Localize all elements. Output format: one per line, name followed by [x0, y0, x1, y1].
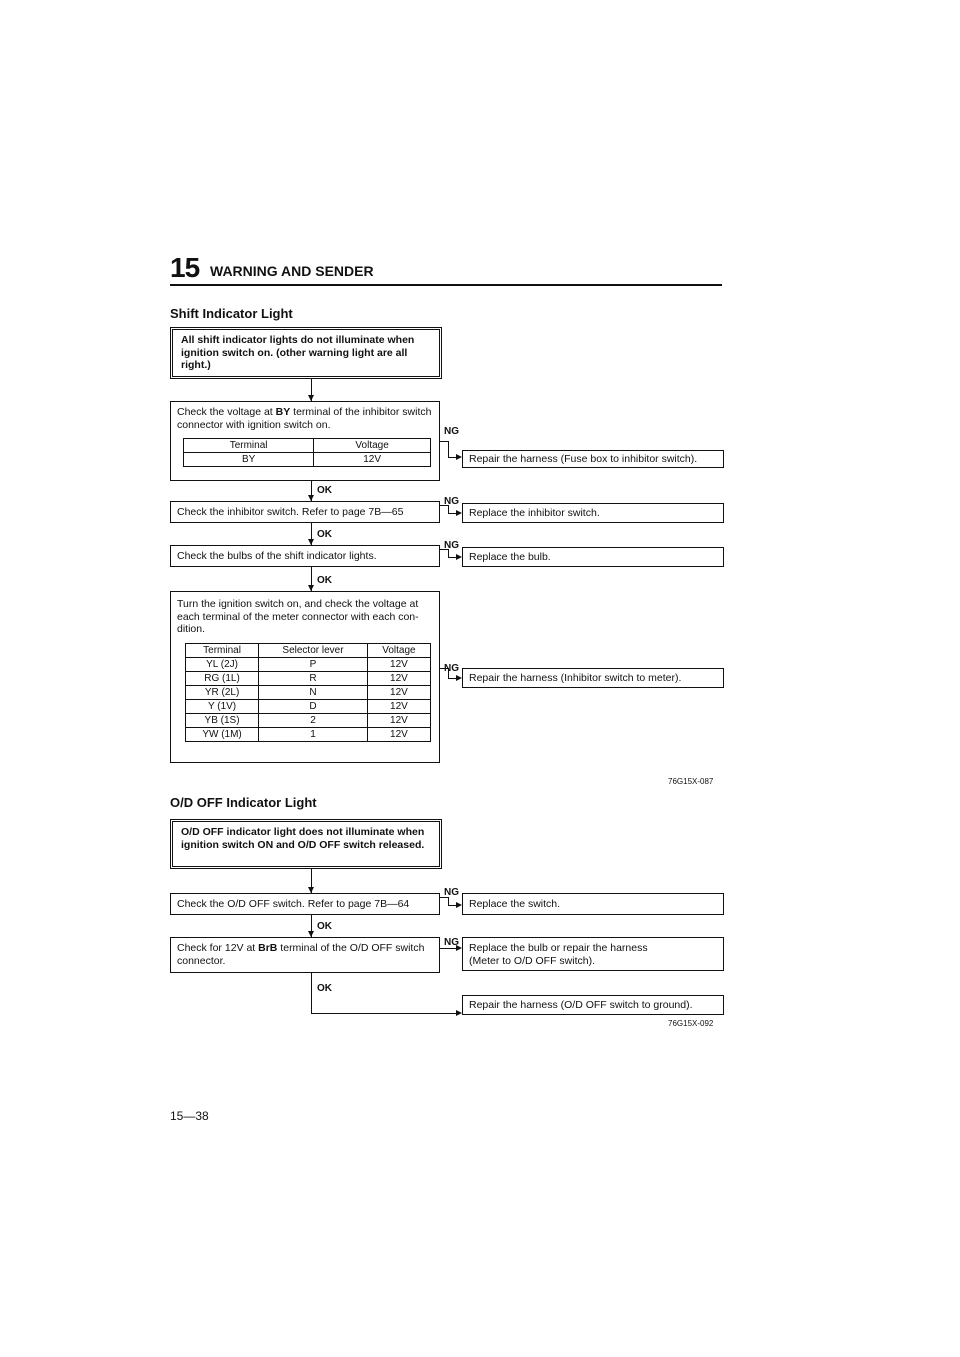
figure-code: 76G15X-092	[668, 1019, 714, 1028]
figure-code: 76G15X-087	[668, 777, 714, 786]
table-cell: YW (1M)	[186, 728, 259, 742]
ng-label: NG	[444, 496, 459, 507]
table-cell: P	[259, 658, 368, 672]
table-cell: 12V	[367, 658, 430, 672]
ok-label: OK	[317, 529, 332, 540]
table-header: Terminal	[186, 644, 259, 658]
ng-connector	[440, 441, 448, 442]
ng-action-text: Repair the harness (Inhibitor switch to meter).	[469, 672, 682, 684]
step-box-brb-terminal	[170, 937, 440, 973]
section-title-shift-indicator: Shift Indicator Light	[170, 306, 293, 321]
step-box-od-switch	[170, 893, 440, 915]
step-text: Check the O/D OFF switch. Refer to page 7B—64	[177, 898, 410, 910]
step-text: Turn the ignition switch on, and check the voltage at each terminal of the meter connector with each con- dition.	[177, 598, 419, 635]
table-cell: BY	[184, 453, 314, 467]
table-cell: 12V	[367, 700, 430, 714]
step-box-bulbs	[170, 545, 440, 567]
symptom-text: All shift indicator lights do not illuminate when ignition switch on. (other warning light are all right.)	[181, 334, 415, 371]
chapter-title: WARNING AND SENDER	[210, 263, 374, 279]
ng-label: NG	[444, 937, 459, 948]
ng-connector	[448, 897, 449, 905]
final-action-text: Repair the harness (O/D OFF switch to ground).	[469, 999, 693, 1011]
ng-action-text: Replace the bulb.	[469, 551, 551, 563]
ng-connector	[448, 441, 449, 457]
step-text: Check the inhibitor switch. Refer to page 7B—65	[177, 506, 404, 518]
table-cell: 1	[259, 728, 368, 742]
ok-label: OK	[317, 575, 332, 586]
table-cell: 12V	[367, 672, 430, 686]
table-cell: 12V	[367, 728, 430, 742]
table-cell: D	[259, 700, 368, 714]
symptom-text: O/D OFF indicator light does not illuminate when ignition switch ON and O/D OFF switch released.	[181, 826, 425, 851]
chapter-number: 15	[170, 252, 200, 283]
table-header: Terminal	[184, 439, 314, 453]
table-cell: Y (1V)	[186, 700, 259, 714]
table-cell: 12V	[314, 453, 431, 467]
page-number: 15—38	[170, 1109, 209, 1123]
ng-action-text: Replace the bulb or repair the harness (Meter to O/D OFF switch).	[469, 942, 648, 967]
table-header: Selector lever	[259, 644, 368, 658]
ng-action-box	[462, 893, 724, 915]
ng-action-text: Repair the harness (Fuse box to inhibitor switch).	[469, 453, 698, 465]
section-title-od-off: O/D OFF Indicator Light	[170, 795, 317, 810]
ng-action-box	[462, 450, 724, 468]
meter-voltage-table	[185, 643, 431, 742]
table-cell: YB (1S)	[186, 714, 259, 728]
table-header: Voltage	[367, 644, 430, 658]
ng-label: NG	[444, 426, 459, 437]
ng-label: NG	[444, 663, 459, 674]
ng-action-box	[462, 547, 724, 567]
flow-line	[311, 973, 312, 1013]
ng-action-box	[462, 937, 724, 971]
step-text: Check the voltage at BY terminal of the inhibitor switch connector with ignition switch on.	[177, 406, 432, 431]
ok-label: OK	[317, 485, 332, 496]
ng-action-text: Replace the switch.	[469, 898, 561, 910]
symptom-box-shift	[170, 327, 442, 379]
symptom-box-od-off	[170, 819, 442, 869]
table-cell: 12V	[367, 714, 430, 728]
table-cell: R	[259, 672, 368, 686]
table-cell: YR (2L)	[186, 686, 259, 700]
table-cell: N	[259, 686, 368, 700]
header-rule	[170, 284, 722, 286]
step-text: Check for 12V at BrB terminal of the O/D OFF switch connector.	[177, 942, 425, 967]
ok-label: OK	[317, 983, 332, 994]
table-cell: 2	[259, 714, 368, 728]
step-box-inhibitor-switch	[170, 501, 440, 523]
step-text: Check the bulbs of the shift indicator lights.	[177, 550, 377, 562]
ng-label: NG	[444, 887, 459, 898]
table-header: Voltage	[314, 439, 431, 453]
final-action-box	[462, 995, 724, 1015]
ng-action-box	[462, 668, 724, 688]
table-cell: RG (1L)	[186, 672, 259, 686]
ng-action-box	[462, 503, 724, 523]
ok-label: OK	[317, 921, 332, 932]
table-cell: YL (2J)	[186, 658, 259, 672]
flow-line	[311, 1013, 458, 1014]
ng-label: NG	[444, 540, 459, 551]
table-cell: 12V	[367, 686, 430, 700]
ng-action-text: Replace the inhibitor switch.	[469, 507, 600, 519]
by-voltage-table	[183, 438, 431, 467]
